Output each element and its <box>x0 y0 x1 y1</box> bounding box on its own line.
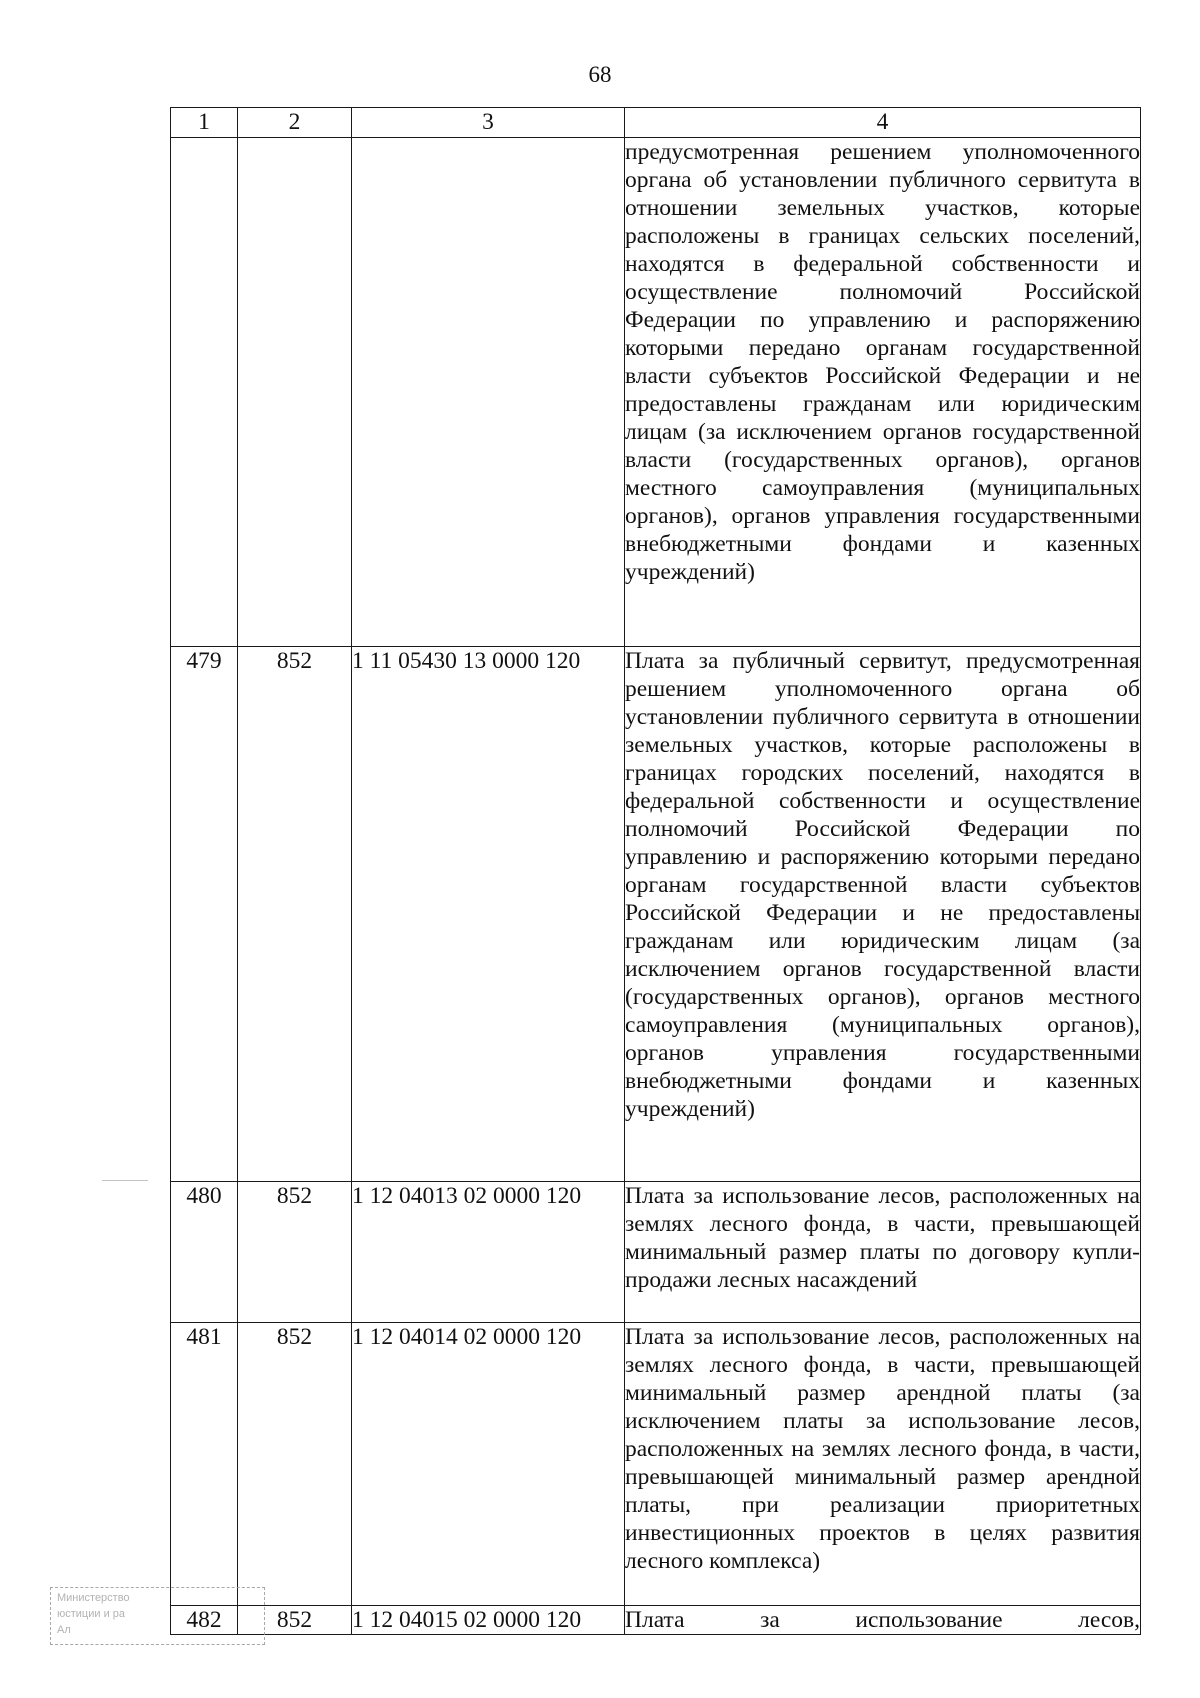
revenue-description: предусмотренная решением уполномоченного органа об установлении публичного сервитута в отношении земельных участков, которые расположены в границах сельских поселений, находятся в федеральной собственности и осуществление полномочий Российской Федерации по управлению и распоряжению которыми передано органам государственной власти субъектов Российской Федерации и не предоставлены гражданам или юридическим лицам (за исключением органов государственной власти (государственных органов), органов местного самоуправления (муниципальных органов), органов управления государственными внебюджетными фондами и казенных учреждений) <box>625 138 1141 647</box>
row-number: 482 <box>171 1606 238 1635</box>
table-row <box>171 1182 1141 1323</box>
row-number <box>171 138 238 647</box>
column-header-4: 4 <box>625 108 1141 138</box>
registration-stamp <box>50 1587 265 1645</box>
column-header-1: 1 <box>171 108 238 138</box>
page-number: 68 <box>588 62 612 87</box>
admin-code: 852 <box>238 647 352 1182</box>
admin-code: 852 <box>238 1323 352 1606</box>
table-row <box>171 1606 1141 1635</box>
budget-classification-code <box>352 138 625 647</box>
column-header-2: 2 <box>238 108 352 138</box>
stamp-line: юстиции и ра <box>57 1608 126 1620</box>
table-row <box>171 138 1141 647</box>
stamp-line: Ал <box>57 1624 71 1636</box>
budget-classification-code: 1 12 04015 02 0000 120 <box>352 1606 625 1635</box>
revenue-description: Плата за публичный сервитут, предусмотренная решением уполномоченного органа об установлении публичного сервитута в отношении земельных участков, которые расположены в границах городских поселений, находятся в федеральной собственности и осуществление полномочий Российской Федерации по управлению и распоряжению которыми передано органам государственной власти субъектов Российской Федерации и не предоставлены гражданам или юридическим лицам (за исключением органов государственной власти (государственных органов), органов местного самоуправления (муниципальных органов), органов управления государственными внебюджетными фондами и казенных учреждений) <box>625 647 1141 1182</box>
revenue-codes-table <box>170 107 1141 1635</box>
admin-code: 852 <box>238 1182 352 1323</box>
column-header-3: 3 <box>352 108 625 138</box>
budget-classification-code: 1 12 04014 02 0000 120 <box>352 1323 625 1606</box>
revenue-description: Плата за использование лесов, расположенных на землях лесного фонда, в части, превышающей минимальный размер арендной платы (за исключением платы за использование лесов, расположенных на землях лесного фонда, в части, превышающей минимальный размер арендной платы, при реализации приоритетных инвестиционных проектов в целях развития лесного комплекса) <box>625 1323 1141 1606</box>
margin-mark <box>102 1180 148 1181</box>
stamp-line: Министерство <box>57 1592 130 1604</box>
row-number: 479 <box>171 647 238 1182</box>
admin-code <box>238 138 352 647</box>
row-number: 481 <box>171 1323 238 1606</box>
table-row <box>171 1323 1141 1606</box>
row-number: 480 <box>171 1182 238 1323</box>
table-row <box>171 647 1141 1182</box>
table-header-row <box>171 108 1141 138</box>
admin-code: 852 <box>238 1606 352 1635</box>
budget-classification-code: 1 11 05430 13 0000 120 <box>352 647 625 1182</box>
revenue-description: Плата за использование лесов, расположенных на землях лесного фонда, в части, превышающей минимальный размер платы по договору купли-продажи лесных насаждений <box>625 1182 1141 1323</box>
budget-classification-code: 1 12 04013 02 0000 120 <box>352 1182 625 1323</box>
revenue-description: Плата за использование лесов, <box>625 1607 1140 1633</box>
